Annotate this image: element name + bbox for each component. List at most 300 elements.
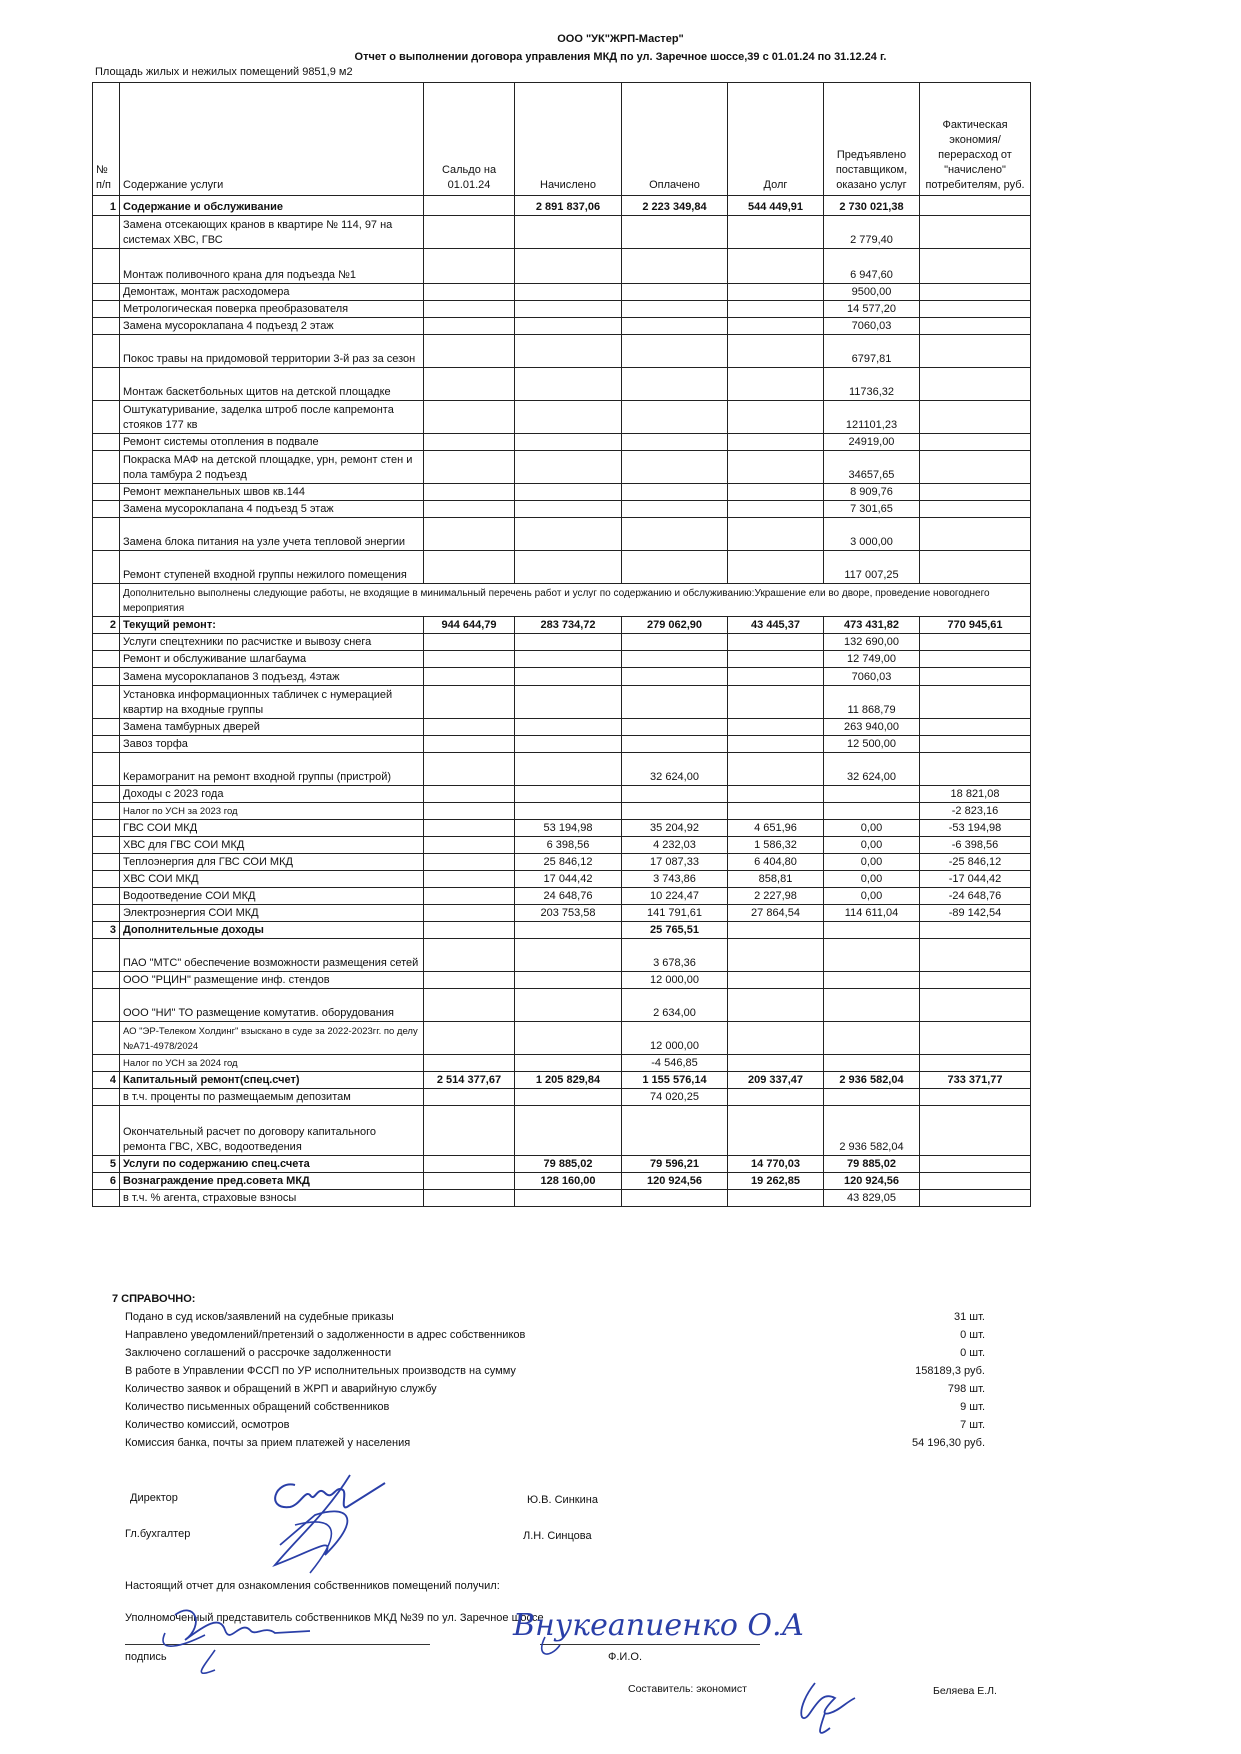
cell-economy bbox=[920, 651, 1031, 668]
table-row bbox=[93, 871, 1031, 888]
cell-economy bbox=[920, 451, 1031, 484]
cell-saldo bbox=[424, 837, 515, 854]
cell-economy bbox=[920, 634, 1031, 651]
service-name: Услуги по содержанию спец.счета bbox=[120, 1156, 424, 1173]
row-number bbox=[93, 736, 120, 753]
service-name: Электроэнергия СОИ МКД bbox=[120, 905, 424, 922]
service-name: Покраска МАФ на детской площадке, урн, ремонт стен и пола тамбура 2 подъезд bbox=[120, 451, 424, 484]
report-title: Отчет о выполнении договора управления МКД по ул. Заречное шоссе,39 с 01.01.24 по 31.12.24 г. bbox=[354, 51, 887, 63]
cell-debt bbox=[728, 368, 824, 401]
cell-presented bbox=[824, 786, 920, 803]
reference-value: 7 шт. bbox=[960, 1419, 985, 1431]
cell-accrued bbox=[515, 803, 622, 820]
cell-saldo: 2 514 377,67 bbox=[424, 1072, 515, 1089]
cell-paid: 32 624,00 bbox=[622, 753, 728, 786]
cell-economy bbox=[920, 401, 1031, 434]
cell-presented: 3 000,00 bbox=[824, 518, 920, 551]
table-row bbox=[93, 196, 1031, 216]
table-row bbox=[93, 301, 1031, 318]
service-name: Оштукатуривание, заделка штроб после капремонта стояков 177 кв bbox=[120, 401, 424, 434]
cell-saldo bbox=[424, 736, 515, 753]
cell-accrued: 24 648,76 bbox=[515, 888, 622, 905]
service-name: Теплоэнергия для ГВС СОИ МКД bbox=[120, 854, 424, 871]
cell-debt bbox=[728, 651, 824, 668]
cell-saldo bbox=[424, 1055, 515, 1072]
cell-debt bbox=[728, 922, 824, 939]
representative-statement: Уполномоченный представитель собственников МКД №39 по ул. Заречное шоссе bbox=[125, 1612, 544, 1624]
cell-presented: 9500,00 bbox=[824, 284, 920, 301]
cell-paid: 74 020,25 bbox=[622, 1089, 728, 1106]
table-row bbox=[93, 803, 1031, 820]
row-number bbox=[93, 939, 120, 972]
cell-paid: 1 155 576,14 bbox=[622, 1072, 728, 1089]
row-number bbox=[93, 837, 120, 854]
cell-accrued bbox=[515, 1190, 622, 1207]
service-name: Замена отсекающих кранов в квартире № 114, 97 на системах ХВС, ГВС bbox=[120, 216, 424, 249]
cell-economy bbox=[920, 368, 1031, 401]
cell-economy bbox=[920, 518, 1031, 551]
cell-presented bbox=[824, 989, 920, 1022]
cell-saldo bbox=[424, 686, 515, 719]
cell-paid bbox=[622, 401, 728, 434]
service-name: Налог по УСН за 2024 год bbox=[120, 1055, 424, 1072]
cell-presented: 0,00 bbox=[824, 820, 920, 837]
cell-saldo bbox=[424, 1156, 515, 1173]
representative-fio-handwriting bbox=[505, 1597, 875, 1667]
cell-accrued bbox=[515, 401, 622, 434]
table-row bbox=[93, 668, 1031, 686]
reference-item bbox=[125, 1398, 985, 1416]
service-name: Покос травы на придомовой территории 3-й раз за сезон bbox=[120, 335, 424, 368]
cell-presented: 11736,32 bbox=[824, 368, 920, 401]
row-number bbox=[93, 989, 120, 1022]
note-num-cell bbox=[93, 584, 120, 617]
col-economy: Фактическая экономия/перерасход от "начислено" потребителям, руб. bbox=[920, 83, 1031, 196]
service-name: Замена мусороклапана 4 подъезд 2 этаж bbox=[120, 318, 424, 335]
cell-presented: 2 936 582,04 bbox=[824, 1106, 920, 1156]
cell-presented: 32 624,00 bbox=[824, 753, 920, 786]
cell-economy: -2 823,16 bbox=[920, 803, 1031, 820]
row-number bbox=[93, 284, 120, 301]
cell-economy bbox=[920, 1089, 1031, 1106]
cell-saldo bbox=[424, 972, 515, 989]
cell-saldo bbox=[424, 335, 515, 368]
table-row bbox=[93, 335, 1031, 368]
cell-debt bbox=[728, 284, 824, 301]
cell-economy: 770 945,61 bbox=[920, 617, 1031, 634]
table-row bbox=[93, 1156, 1031, 1173]
service-name: Капитальный ремонт(спец.счет) bbox=[120, 1072, 424, 1089]
cell-economy bbox=[920, 1173, 1031, 1190]
cell-paid bbox=[622, 451, 728, 484]
row-number bbox=[93, 249, 120, 284]
note-cell: Дополнительно выполнены следующие работы, не входящие в минимальный перечень работ и услуг по содержанию и обслуживанию:Украшение ели во дворе, проведение новогоднего мероприятия bbox=[120, 584, 1031, 617]
cell-debt: 6 404,80 bbox=[728, 854, 824, 871]
cell-presented: 0,00 bbox=[824, 837, 920, 854]
row-number bbox=[93, 854, 120, 871]
cell-accrued: 53 194,98 bbox=[515, 820, 622, 837]
cell-saldo bbox=[424, 634, 515, 651]
cell-debt bbox=[728, 972, 824, 989]
cell-saldo bbox=[424, 753, 515, 786]
cell-paid bbox=[622, 484, 728, 501]
table-row bbox=[93, 551, 1031, 584]
cell-accrued: 1 205 829,84 bbox=[515, 1072, 622, 1089]
cell-accrued bbox=[515, 551, 622, 584]
row-number bbox=[93, 1106, 120, 1156]
cell-presented: 34657,65 bbox=[824, 451, 920, 484]
director-signature-icon bbox=[255, 1455, 430, 1580]
cell-accrued bbox=[515, 451, 622, 484]
cell-saldo bbox=[424, 501, 515, 518]
cell-accrued: 283 734,72 bbox=[515, 617, 622, 634]
reference-value: 158189,3 руб. bbox=[915, 1365, 985, 1377]
service-name: Керамогранит на ремонт входной группы (пристрой) bbox=[120, 753, 424, 786]
row-number bbox=[93, 518, 120, 551]
table-row bbox=[93, 634, 1031, 651]
cell-accrued bbox=[515, 284, 622, 301]
cell-paid: 2 223 349,84 bbox=[622, 196, 728, 216]
cell-presented: 121101,23 bbox=[824, 401, 920, 434]
cell-accrued bbox=[515, 1055, 622, 1072]
table-row bbox=[93, 434, 1031, 451]
service-name: ООО "НИ" ТО размещение комутатив. оборудования bbox=[120, 989, 424, 1022]
cell-paid bbox=[622, 318, 728, 335]
cell-presented: 14 577,20 bbox=[824, 301, 920, 318]
service-name: Налог по УСН за 2023 год bbox=[120, 803, 424, 820]
cell-debt: 19 262,85 bbox=[728, 1173, 824, 1190]
cell-saldo bbox=[424, 1173, 515, 1190]
cell-saldo bbox=[424, 939, 515, 972]
cell-saldo bbox=[424, 854, 515, 871]
cell-saldo bbox=[424, 551, 515, 584]
cell-paid bbox=[622, 651, 728, 668]
table-row bbox=[93, 1022, 1031, 1055]
service-name: Завоз торфа bbox=[120, 736, 424, 753]
service-name: Замена тамбурных дверей bbox=[120, 719, 424, 736]
cell-paid bbox=[622, 368, 728, 401]
representative-signature-icon bbox=[145, 1595, 315, 1680]
cell-debt: 209 337,47 bbox=[728, 1072, 824, 1089]
cell-paid bbox=[622, 518, 728, 551]
cell-saldo bbox=[424, 401, 515, 434]
cell-economy bbox=[920, 719, 1031, 736]
cell-accrued bbox=[515, 786, 622, 803]
col-num: № п/п bbox=[93, 83, 120, 196]
cell-presented bbox=[824, 972, 920, 989]
table-row bbox=[93, 1055, 1031, 1072]
table-row bbox=[93, 617, 1031, 634]
row-number bbox=[93, 972, 120, 989]
reference-label: Заключено соглашений о рассрочке задолженности bbox=[125, 1347, 392, 1359]
cell-accrued bbox=[515, 301, 622, 318]
cell-economy bbox=[920, 301, 1031, 318]
service-name: АО "ЭР-Телеком Холдинг" взыскано в суде за 2022-2023гг. по делу №А71-4978/2024 bbox=[120, 1022, 424, 1055]
cell-accrued bbox=[515, 501, 622, 518]
table-row bbox=[93, 686, 1031, 719]
cell-debt bbox=[728, 249, 824, 284]
report-table bbox=[92, 82, 1031, 1207]
cell-paid bbox=[622, 434, 728, 451]
row-number bbox=[93, 1022, 120, 1055]
cell-saldo bbox=[424, 668, 515, 686]
cell-saldo bbox=[424, 1106, 515, 1156]
cell-paid: 141 791,61 bbox=[622, 905, 728, 922]
row-number: 2 bbox=[93, 617, 120, 634]
cell-economy bbox=[920, 753, 1031, 786]
cell-presented: 473 431,82 bbox=[824, 617, 920, 634]
cell-paid: 120 924,56 bbox=[622, 1173, 728, 1190]
service-name: Ремонт системы отопления в подвале bbox=[120, 434, 424, 451]
cell-saldo bbox=[424, 318, 515, 335]
cell-accrued bbox=[515, 368, 622, 401]
table-row bbox=[93, 401, 1031, 434]
col-name: Содержание услуги bbox=[120, 83, 424, 196]
cell-saldo bbox=[424, 905, 515, 922]
row-number bbox=[93, 719, 120, 736]
reference-label: Комиссия банка, почты за прием платежей у населения bbox=[125, 1437, 411, 1449]
cell-presented: 43 829,05 bbox=[824, 1190, 920, 1207]
reference-value: 0 шт. bbox=[960, 1347, 985, 1359]
table-row bbox=[93, 905, 1031, 922]
accountant-name: Л.Н. Синцова bbox=[523, 1530, 592, 1542]
table-row bbox=[93, 216, 1031, 249]
col-saldo: Сальдо на 01.01.24 bbox=[424, 83, 515, 196]
row-number bbox=[93, 551, 120, 584]
cell-paid bbox=[622, 301, 728, 318]
service-name: Содержание и обслуживание bbox=[120, 196, 424, 216]
cell-debt bbox=[728, 301, 824, 318]
row-number: 4 bbox=[93, 1072, 120, 1089]
cell-saldo bbox=[424, 820, 515, 837]
cell-accrued bbox=[515, 736, 622, 753]
cell-debt bbox=[728, 1190, 824, 1207]
cell-paid bbox=[622, 284, 728, 301]
cell-debt bbox=[728, 484, 824, 501]
cell-accrued: 17 044,42 bbox=[515, 871, 622, 888]
cell-saldo bbox=[424, 216, 515, 249]
table-row bbox=[93, 518, 1031, 551]
cell-paid: -4 546,85 bbox=[622, 1055, 728, 1072]
table-row bbox=[93, 1190, 1031, 1207]
reference-item bbox=[125, 1380, 985, 1398]
table-row bbox=[93, 451, 1031, 484]
cell-paid bbox=[622, 249, 728, 284]
cell-debt bbox=[728, 1106, 824, 1156]
cell-saldo bbox=[424, 368, 515, 401]
cell-paid: 79 596,21 bbox=[622, 1156, 728, 1173]
cell-presented: 132 690,00 bbox=[824, 634, 920, 651]
cell-debt bbox=[728, 451, 824, 484]
row-number bbox=[93, 1089, 120, 1106]
service-name: ООО "РЦИН" размещение инф. стендов bbox=[120, 972, 424, 989]
row-number bbox=[93, 686, 120, 719]
reference-label: Количество комиссий, осмотров bbox=[125, 1419, 290, 1431]
cell-accrued: 25 846,12 bbox=[515, 854, 622, 871]
cell-saldo bbox=[424, 301, 515, 318]
handwritten-fio: Внукеапиенко О.А bbox=[513, 1608, 805, 1643]
row-number bbox=[93, 888, 120, 905]
cell-paid: 25 765,51 bbox=[622, 922, 728, 939]
service-name: ГВС СОИ МКД bbox=[120, 820, 424, 837]
cell-debt bbox=[728, 668, 824, 686]
cell-debt: 43 445,37 bbox=[728, 617, 824, 634]
table-row bbox=[93, 888, 1031, 905]
cell-paid bbox=[622, 719, 728, 736]
cell-economy bbox=[920, 686, 1031, 719]
cell-saldo bbox=[424, 484, 515, 501]
cell-saldo bbox=[424, 989, 515, 1022]
cell-paid: 279 062,90 bbox=[622, 617, 728, 634]
service-name: Замена мусороклапанов 3 подъезд, 4этаж bbox=[120, 668, 424, 686]
cell-saldo bbox=[424, 786, 515, 803]
cell-debt bbox=[728, 501, 824, 518]
row-number bbox=[93, 820, 120, 837]
cell-accrued: 128 160,00 bbox=[515, 1173, 622, 1190]
cell-debt bbox=[728, 989, 824, 1022]
cell-accrued bbox=[515, 989, 622, 1022]
reference-list bbox=[125, 1308, 985, 1452]
cell-presented bbox=[824, 803, 920, 820]
table-row bbox=[93, 1089, 1031, 1106]
row-number bbox=[93, 905, 120, 922]
table-row bbox=[93, 651, 1031, 668]
cell-paid: 3 743,86 bbox=[622, 871, 728, 888]
row-number bbox=[93, 651, 120, 668]
cell-economy bbox=[920, 551, 1031, 584]
cell-economy bbox=[920, 1055, 1031, 1072]
service-name: Установка информационных табличек с нумерацией квартир на входные группы bbox=[120, 686, 424, 719]
cell-accrued bbox=[515, 686, 622, 719]
service-name: Монтаж баскетбольных щитов на детской площадке bbox=[120, 368, 424, 401]
table-row bbox=[93, 1173, 1031, 1190]
service-name: Текущий ремонт: bbox=[120, 617, 424, 634]
cell-economy bbox=[920, 972, 1031, 989]
cell-presented: 120 924,56 bbox=[824, 1173, 920, 1190]
cell-paid bbox=[622, 634, 728, 651]
cell-accrued bbox=[515, 651, 622, 668]
cell-presented: 2 779,40 bbox=[824, 216, 920, 249]
cell-paid bbox=[622, 668, 728, 686]
cell-debt: 858,81 bbox=[728, 871, 824, 888]
cell-accrued bbox=[515, 1089, 622, 1106]
cell-presented: 79 885,02 bbox=[824, 1156, 920, 1173]
table-row bbox=[93, 484, 1031, 501]
cell-economy bbox=[920, 196, 1031, 216]
cell-paid bbox=[622, 736, 728, 753]
reference-value: 31 шт. bbox=[954, 1311, 985, 1323]
cell-economy: 18 821,08 bbox=[920, 786, 1031, 803]
cell-saldo bbox=[424, 871, 515, 888]
table-row bbox=[93, 719, 1031, 736]
cell-presented: 2 730 021,38 bbox=[824, 196, 920, 216]
row-number bbox=[93, 451, 120, 484]
cell-debt bbox=[728, 786, 824, 803]
service-name: Окончательный расчет по договору капитального ремонта ГВС, ХВС, водоотведения bbox=[120, 1106, 424, 1156]
cell-economy bbox=[920, 1156, 1031, 1173]
cell-presented: 0,00 bbox=[824, 854, 920, 871]
cell-paid bbox=[622, 786, 728, 803]
cell-debt bbox=[728, 1022, 824, 1055]
cell-presented: 12 749,00 bbox=[824, 651, 920, 668]
cell-paid: 2 634,00 bbox=[622, 989, 728, 1022]
cell-accrued bbox=[515, 1106, 622, 1156]
table-body bbox=[93, 196, 1031, 1207]
table-row bbox=[93, 854, 1031, 871]
cell-economy: -89 142,54 bbox=[920, 905, 1031, 922]
cell-accrued bbox=[515, 972, 622, 989]
service-name: в т.ч. % агента, страховые взносы bbox=[120, 1190, 424, 1207]
cell-accrued bbox=[515, 922, 622, 939]
cell-accrued bbox=[515, 318, 622, 335]
service-name: Водоотведение СОИ МКД bbox=[120, 888, 424, 905]
table-row bbox=[93, 939, 1031, 972]
col-accrued: Начислено bbox=[515, 83, 622, 196]
cell-accrued bbox=[515, 484, 622, 501]
cell-presented bbox=[824, 1022, 920, 1055]
cell-accrued bbox=[515, 753, 622, 786]
compiler-signature-icon bbox=[785, 1668, 865, 1743]
reference-label: Подано в суд исков/заявлений на судебные приказы bbox=[125, 1311, 394, 1323]
service-name: Ремонт межпанельных швов кв.144 bbox=[120, 484, 424, 501]
table-row bbox=[93, 837, 1031, 854]
cell-paid: 12 000,00 bbox=[622, 972, 728, 989]
cell-saldo bbox=[424, 1089, 515, 1106]
cell-accrued bbox=[515, 249, 622, 284]
service-name: Ремонт и обслуживание шлагбаума bbox=[120, 651, 424, 668]
cell-saldo bbox=[424, 518, 515, 551]
reference-value: 54 196,30 руб. bbox=[912, 1437, 985, 1449]
cell-economy bbox=[920, 922, 1031, 939]
service-name: Доходы с 2023 года bbox=[120, 786, 424, 803]
service-name: ПАО "МТС" обеспечение возможности размещения сетей bbox=[120, 939, 424, 972]
cell-saldo bbox=[424, 1022, 515, 1055]
row-number bbox=[93, 216, 120, 249]
row-number bbox=[93, 501, 120, 518]
cell-debt: 14 770,03 bbox=[728, 1156, 824, 1173]
service-name: Ремонт ступеней входной группы нежилого помещения bbox=[120, 551, 424, 584]
reference-item bbox=[125, 1416, 985, 1434]
cell-presented: 8 909,76 bbox=[824, 484, 920, 501]
table-row bbox=[93, 820, 1031, 837]
cell-debt bbox=[728, 1055, 824, 1072]
cell-paid bbox=[622, 335, 728, 368]
col-debt: Долг bbox=[728, 83, 824, 196]
table-row bbox=[93, 501, 1031, 518]
cell-presented: 0,00 bbox=[824, 871, 920, 888]
cell-saldo bbox=[424, 719, 515, 736]
cell-presented: 117 007,25 bbox=[824, 551, 920, 584]
cell-paid bbox=[622, 803, 728, 820]
organization-name: ООО "УК"ЖРП-Мастер" bbox=[557, 33, 684, 45]
cell-paid bbox=[622, 551, 728, 584]
service-name: Монтаж поливочного крана для подъезда №1 bbox=[120, 249, 424, 284]
table-row bbox=[93, 249, 1031, 284]
received-statement: Настоящий отчет для ознакомления собственников помещений получил: bbox=[125, 1580, 500, 1592]
table-row bbox=[93, 368, 1031, 401]
table-row bbox=[93, 1072, 1031, 1089]
cell-economy bbox=[920, 318, 1031, 335]
cell-debt bbox=[728, 551, 824, 584]
cell-saldo bbox=[424, 249, 515, 284]
cell-accrued bbox=[515, 1022, 622, 1055]
service-name: Замена мусороклапана 4 подъезд 5 этаж bbox=[120, 501, 424, 518]
row-number bbox=[93, 484, 120, 501]
table-row bbox=[93, 989, 1031, 1022]
cell-economy bbox=[920, 1106, 1031, 1156]
row-number bbox=[93, 368, 120, 401]
cell-debt bbox=[728, 719, 824, 736]
